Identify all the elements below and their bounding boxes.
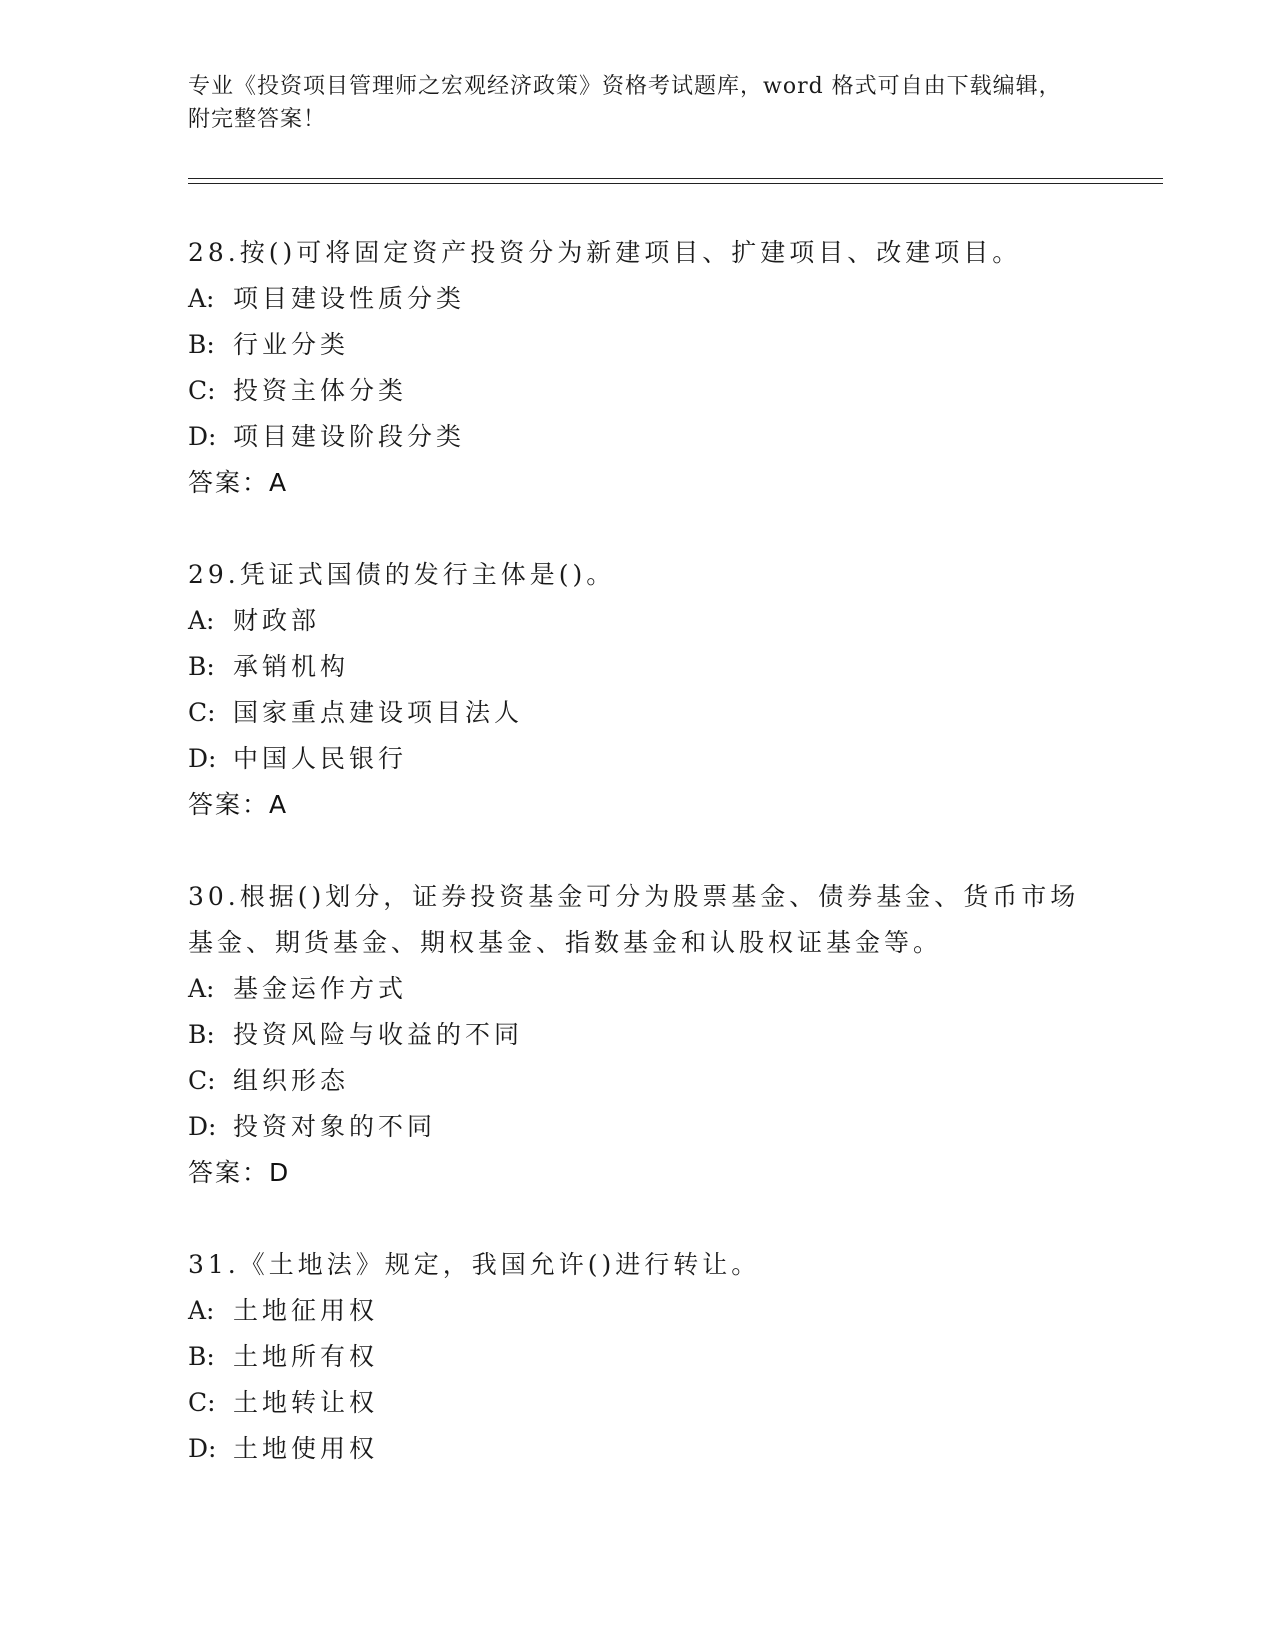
option-key: B: bbox=[188, 1342, 215, 1371]
option-key: A: bbox=[188, 606, 215, 635]
question-28 bbox=[188, 230, 1088, 506]
option-d bbox=[188, 1426, 1088, 1472]
question-29 bbox=[188, 552, 1088, 828]
question-stem: 30.根据()划分，证券投资基金可分为股票基金、债券基金、货币市场基金、期货基金、期权基金、指数基金和认股权证基金等。 bbox=[188, 882, 1080, 957]
option-c bbox=[188, 1058, 1088, 1104]
answer-line: 答案：A bbox=[188, 790, 289, 819]
option-key: D: bbox=[188, 744, 217, 773]
option-d bbox=[188, 736, 1088, 782]
option-text: 项目建设性质分类 bbox=[233, 284, 466, 313]
option-key: C: bbox=[188, 698, 216, 727]
question-stem: 31.《土地法》规定，我国允许()进行转让。 bbox=[188, 1250, 761, 1279]
option-a bbox=[188, 966, 1088, 1012]
option-d bbox=[188, 414, 1088, 460]
question-30 bbox=[188, 874, 1088, 1196]
header-rule-bottom bbox=[188, 183, 1163, 184]
option-b bbox=[188, 644, 1088, 690]
option-key: D: bbox=[188, 422, 217, 451]
option-b bbox=[188, 322, 1088, 368]
option-d bbox=[188, 1104, 1088, 1150]
option-key: D: bbox=[188, 1112, 217, 1141]
answer-line: 答案：A bbox=[188, 468, 289, 497]
option-text: 组织形态 bbox=[233, 1066, 350, 1095]
option-text: 国家重点建设项目法人 bbox=[233, 698, 524, 727]
option-text: 投资风险与收益的不同 bbox=[233, 1020, 524, 1049]
option-text: 项目建设阶段分类 bbox=[233, 422, 466, 451]
option-key: A: bbox=[188, 284, 215, 313]
option-c bbox=[188, 1380, 1088, 1426]
question-31 bbox=[188, 1242, 1088, 1472]
option-text: 承销机构 bbox=[233, 652, 350, 681]
option-text: 财政部 bbox=[233, 606, 321, 635]
option-key: B: bbox=[188, 1020, 215, 1049]
answer-line: 答案：D bbox=[188, 1158, 291, 1187]
option-text: 基金运作方式 bbox=[233, 974, 408, 1003]
option-key: D: bbox=[188, 1434, 217, 1463]
question-list bbox=[188, 230, 1088, 1518]
option-key: C: bbox=[188, 376, 216, 405]
option-c bbox=[188, 368, 1088, 414]
option-a bbox=[188, 276, 1088, 322]
question-stem: 28.按()可将固定资产投资分为新建项目、扩建项目、改建项目。 bbox=[188, 238, 1022, 267]
option-key: B: bbox=[188, 652, 215, 681]
option-text: 投资对象的不同 bbox=[233, 1112, 437, 1141]
option-key: A: bbox=[188, 974, 215, 1003]
option-a bbox=[188, 598, 1088, 644]
option-key: C: bbox=[188, 1066, 216, 1095]
option-a bbox=[188, 1288, 1088, 1334]
option-key: C: bbox=[188, 1388, 216, 1417]
option-c bbox=[188, 690, 1088, 736]
document-header bbox=[188, 70, 1068, 136]
option-text: 中国人民银行 bbox=[233, 744, 408, 773]
option-key: A: bbox=[188, 1296, 215, 1325]
option-key: B: bbox=[188, 330, 215, 359]
option-b bbox=[188, 1334, 1088, 1380]
option-text: 行业分类 bbox=[233, 330, 350, 359]
option-b bbox=[188, 1012, 1088, 1058]
option-text: 土地转让权 bbox=[233, 1388, 379, 1417]
option-text: 土地使用权 bbox=[233, 1434, 379, 1463]
option-text: 土地所有权 bbox=[233, 1342, 379, 1371]
option-text: 投资主体分类 bbox=[233, 376, 408, 405]
question-stem: 29.凭证式国债的发行主体是()。 bbox=[188, 560, 616, 589]
option-text: 土地征用权 bbox=[233, 1296, 379, 1325]
header-rule-top bbox=[188, 178, 1163, 179]
header-text: 专业《投资项目管理师之宏观经济政策》资格考试题库，word 格式可自由下载编辑，附完整答案！ bbox=[188, 74, 1062, 132]
